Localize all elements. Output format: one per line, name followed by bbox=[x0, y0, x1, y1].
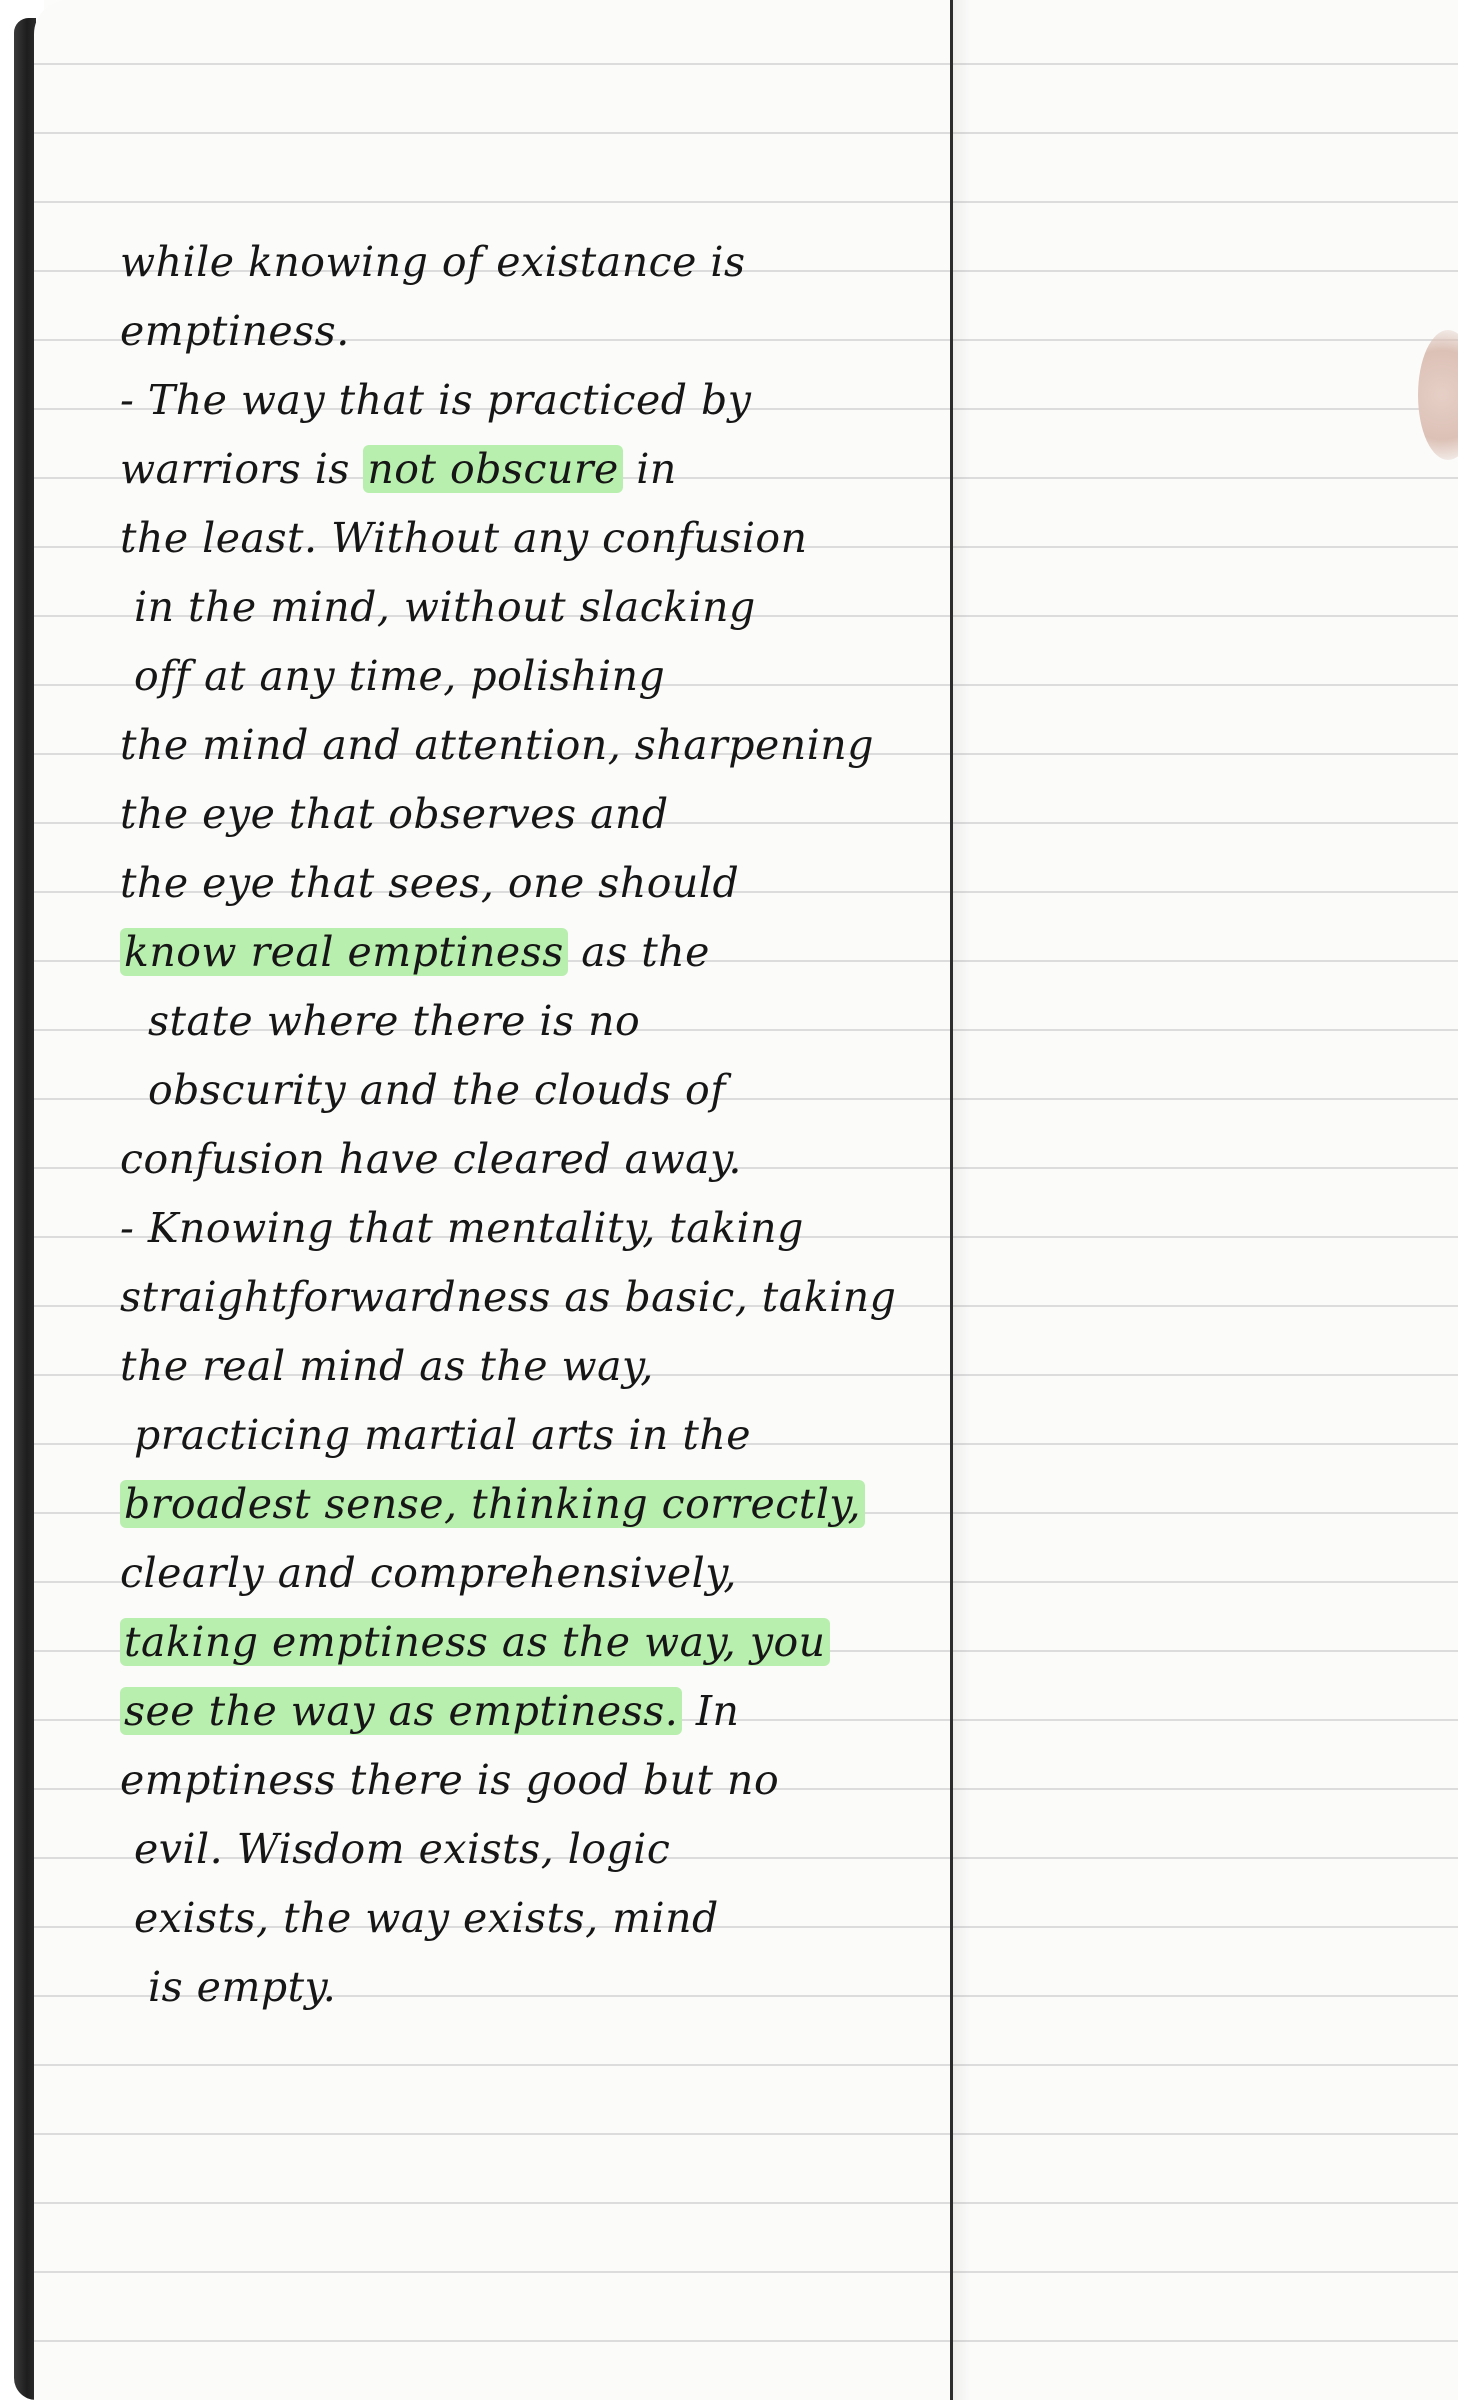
note-text-segment: as the bbox=[567, 928, 710, 976]
note-text-segment: practicing martial arts in the bbox=[134, 1411, 751, 1459]
note-text-segment: confusion have cleared away. bbox=[120, 1135, 742, 1183]
note-line bbox=[120, 510, 940, 579]
ruled-line bbox=[34, 63, 1458, 65]
note-line bbox=[120, 1890, 940, 1959]
note-text-segment: emptiness there is good but no bbox=[120, 1756, 780, 1804]
note-line bbox=[120, 1476, 940, 1545]
note-text-segment: in bbox=[622, 445, 677, 493]
ruled-line bbox=[34, 2064, 1458, 2066]
note-line bbox=[120, 786, 940, 855]
highlighted-text: taking emptiness as the way, you bbox=[120, 1618, 830, 1666]
note-text-segment: the eye that sees, one should bbox=[120, 859, 740, 907]
note-line bbox=[120, 924, 940, 993]
note-line bbox=[120, 1821, 940, 1890]
note-line bbox=[120, 579, 940, 648]
note-line bbox=[120, 1131, 940, 1200]
ruled-line bbox=[34, 132, 1458, 134]
highlighted-text: not obscure bbox=[363, 445, 622, 493]
ruled-line bbox=[34, 201, 1458, 203]
note-text-segment: the eye that observes and bbox=[120, 790, 669, 838]
note-line bbox=[120, 1062, 940, 1131]
note-line bbox=[120, 1269, 940, 1338]
note-text-segment: In bbox=[682, 1687, 740, 1735]
note-line bbox=[120, 717, 940, 786]
note-line bbox=[120, 1407, 940, 1476]
highlighted-text: broadest sense, thinking correctly, bbox=[120, 1480, 865, 1528]
note-line bbox=[120, 303, 940, 372]
note-line bbox=[120, 1545, 940, 1614]
note-text-segment: while knowing of existance is bbox=[120, 238, 746, 286]
handwritten-note bbox=[120, 234, 940, 2028]
note-line bbox=[120, 1338, 940, 1407]
note-text-segment: - Knowing that mentality, taking bbox=[120, 1204, 804, 1252]
note-text-segment: state where there is no bbox=[148, 997, 641, 1045]
note-line bbox=[120, 1752, 940, 1821]
ruled-line bbox=[34, 2133, 1458, 2135]
note-text-segment: evil. Wisdom exists, logic bbox=[134, 1825, 671, 1873]
note-text-segment: the least. Without any confusion bbox=[120, 514, 808, 562]
note-line bbox=[120, 1614, 940, 1683]
highlighted-text: know real emptiness bbox=[120, 928, 568, 976]
note-text-segment: obscurity and the clouds of bbox=[148, 1066, 726, 1114]
highlighted-text: see the way as emptiness. bbox=[120, 1687, 682, 1735]
note-text-segment: exists, the way exists, mind bbox=[134, 1894, 719, 1942]
note-line bbox=[120, 234, 940, 303]
note-text-segment: - The way that is practiced by bbox=[120, 376, 752, 424]
note-line bbox=[120, 1959, 940, 2028]
note-text-segment: is empty. bbox=[148, 1963, 337, 2011]
note-text-segment: off at any time, polishing bbox=[134, 652, 666, 700]
note-line bbox=[120, 1683, 940, 1752]
note-line bbox=[120, 855, 940, 924]
note-text-segment: the real mind as the way, bbox=[120, 1342, 654, 1390]
note-text-segment: straightforwardness as basic, taking bbox=[120, 1273, 897, 1321]
note-text-segment: emptiness. bbox=[120, 307, 350, 355]
gutter-shadow bbox=[953, 0, 971, 2400]
ruled-line bbox=[34, 2271, 1458, 2273]
ruled-line bbox=[34, 2340, 1458, 2342]
note-text-segment: clearly and comprehensively, bbox=[120, 1549, 737, 1597]
note-text-segment: warriors is bbox=[120, 445, 364, 493]
note-line bbox=[120, 1200, 940, 1269]
note-text-segment: the mind and attention, sharpening bbox=[120, 721, 874, 769]
note-line bbox=[120, 993, 940, 1062]
note-line bbox=[120, 441, 940, 510]
note-line bbox=[120, 648, 940, 717]
note-text-segment: in the mind, without slacking bbox=[134, 583, 756, 631]
note-line bbox=[120, 372, 940, 441]
ruled-line bbox=[34, 2202, 1458, 2204]
